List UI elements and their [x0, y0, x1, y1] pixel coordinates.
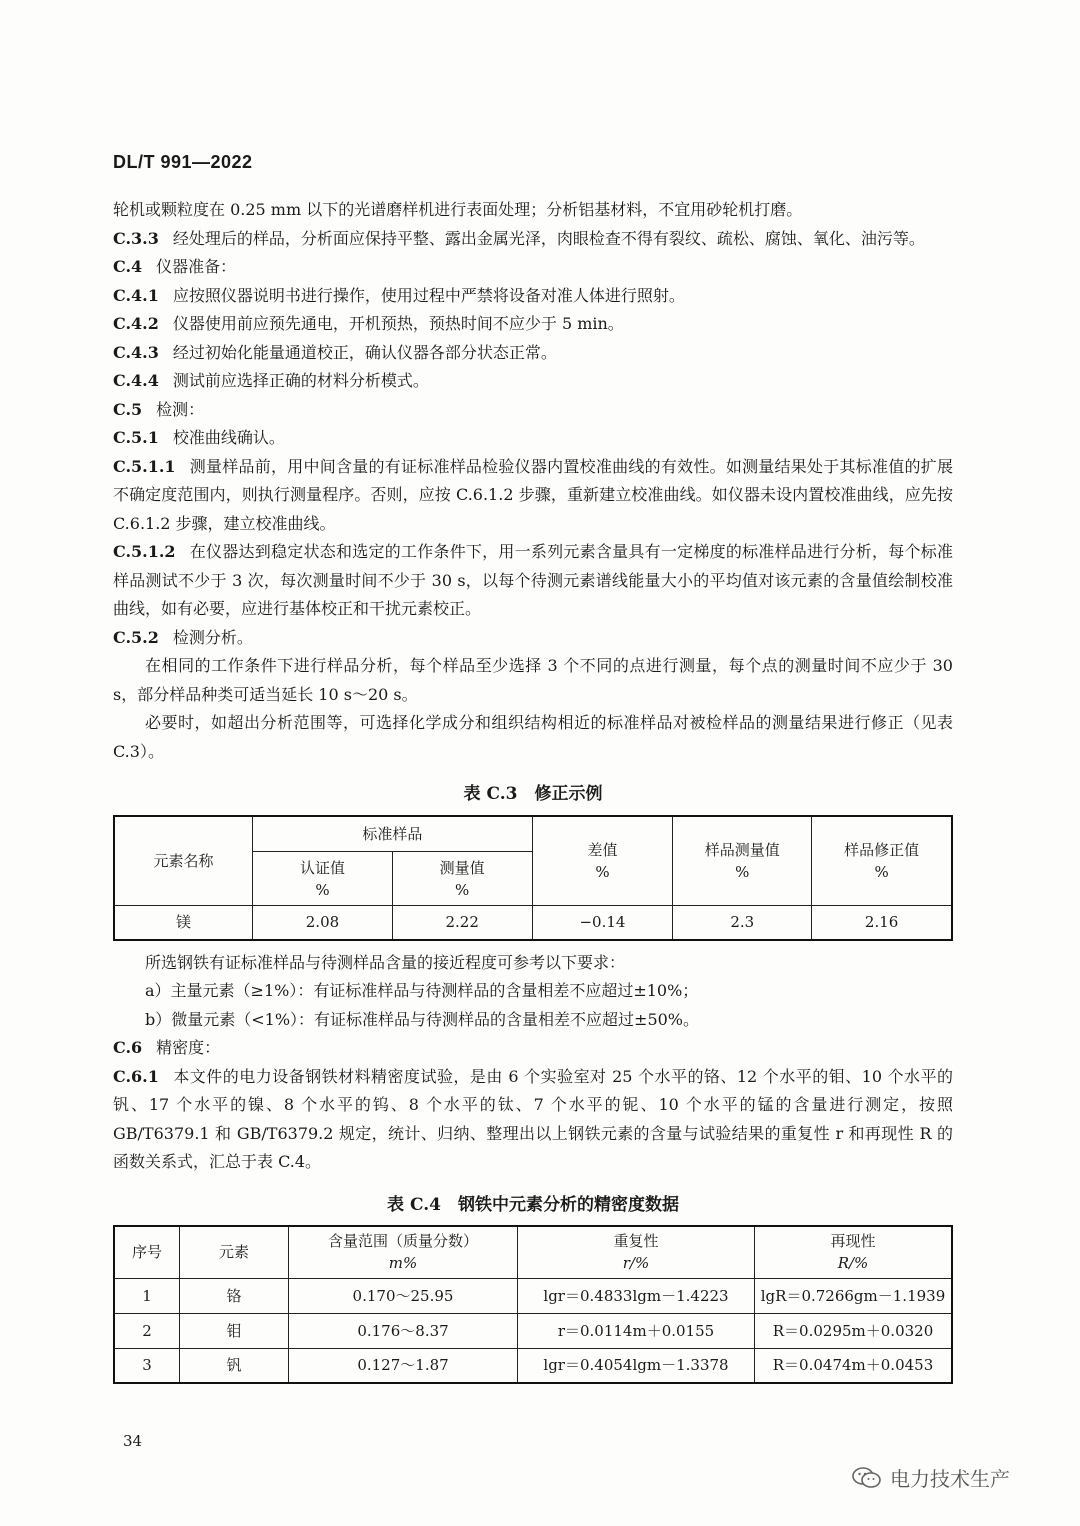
paragraph	[113, 253, 953, 282]
table-cell: 2.3	[673, 906, 812, 940]
table-cell: 2.22	[392, 906, 532, 940]
table-row	[114, 906, 952, 940]
paragraph-text: 检测：	[156, 399, 205, 419]
table-c4-caption: 表 C.4 钢铁中元素分析的精密度数据	[387, 1194, 679, 1215]
wechat-icon	[852, 1466, 882, 1490]
header-label: 差值	[587, 840, 618, 859]
table-header-cell	[518, 1226, 755, 1278]
table-c4	[113, 1225, 953, 1384]
paragraph	[113, 1034, 953, 1063]
table-cell: −0.14	[532, 906, 673, 940]
paragraph	[113, 196, 953, 225]
table-cell: 铬	[180, 1278, 289, 1313]
paragraph-text: 精密度：	[156, 1038, 221, 1057]
clause-number: C.4.1	[113, 285, 159, 305]
table-cell: lgr＝0.4054lgm－1.3378	[518, 1348, 755, 1383]
paragraph	[113, 424, 953, 453]
paragraph-group	[113, 196, 953, 766]
paragraph	[113, 339, 953, 368]
paragraph-text: 测量样品前，用中间含量的有证标准样品检验仪器内置校准曲线的有效性。如测量结果处于其标准值的扩展不确定度范围内，则执行测量程序。否则，应按 C.6.1.2 步骤，重新建立校准曲线。如仪器未设内置校准曲线，应先按 C.6.1.2 步骤，建立校准曲线。	[113, 456, 953, 533]
table-row	[114, 1278, 952, 1313]
paragraph-text: b）微量元素（<1%）：有证标准样品与待测样品的含量相差不应超过±50%。	[145, 1009, 700, 1029]
table-cell: 0.176～8.37	[289, 1313, 518, 1348]
table-cell: 0.127～1.87	[289, 1348, 518, 1383]
table-header-cell	[673, 816, 812, 906]
table-c3-caption: 表 C.3 修正示例	[463, 784, 603, 804]
header-label: 再现性	[830, 1232, 876, 1251]
header-label: 样品修正值	[844, 840, 920, 859]
table-c3	[113, 815, 953, 941]
paragraph	[113, 624, 953, 653]
paragraph-text: 应按照仪器说明书进行操作，使用过程中严禁将设备对准人体进行照射。	[172, 285, 685, 305]
paragraph	[113, 310, 953, 339]
paragraph-text: 在相同的工作条件下进行样品分析，每个样品至少选择 3 个不同的点进行测量，每个点的测量时间不应少于 30 s，部分样品种类可适当延长 10 s～20 s。	[113, 656, 953, 704]
table-cell: 钒	[180, 1348, 289, 1383]
paragraph-text: a）主量元素（≥1%）：有证标准样品与待测样品的含量相差不应超过±10%；	[145, 981, 699, 1000]
table-header-cell	[812, 816, 952, 906]
paragraph	[113, 709, 953, 766]
header-unit: m%	[388, 1254, 418, 1273]
clause-number: C.4	[113, 257, 143, 276]
header-unit: %	[874, 862, 889, 881]
header-unit: %	[455, 880, 470, 899]
table-cell: 2	[114, 1313, 180, 1348]
clause-number: C.5.1.2	[113, 542, 176, 561]
paragraph-text: 轮机或颗粒度在 0.25 mm 以下的光谱磨样机进行表面处理；分析铝基材料，不宜用砂轮机打磨。	[113, 200, 803, 219]
clause-number: C.5.1	[113, 428, 159, 447]
clause-number: C.5.2	[113, 627, 159, 647]
watermark	[852, 1463, 1010, 1492]
table-row	[114, 1348, 952, 1383]
table-cell: 镁	[114, 906, 253, 940]
paragraph	[113, 538, 953, 624]
paragraph	[113, 949, 953, 978]
table-cell: R＝0.0295m＋0.0320	[755, 1313, 953, 1348]
paragraph-text: 仪器准备：	[156, 257, 237, 276]
paragraph	[113, 1006, 953, 1035]
paragraph-text: 校准曲线确认。	[172, 428, 285, 447]
header-unit: r/%	[622, 1254, 650, 1273]
paragraph	[113, 1063, 953, 1177]
table-row	[114, 1313, 952, 1348]
header-label: 样品测量值	[704, 840, 780, 859]
table-cell: 2.08	[253, 906, 393, 940]
table-header-cell	[253, 852, 393, 906]
header-label: 认证值	[299, 858, 345, 877]
paragraph-text: 经处理后的样品，分析面应保持平整、露出金属光泽，肉眼检查不得有裂纹、疏松、腐蚀、氧化、油污等。	[172, 228, 925, 248]
paragraph	[113, 453, 953, 539]
paragraph-text: 在仪器达到稳定状态和选定的工作条件下，用一系列元素含量具有一定梯度的标准样品进行分析，每个标准样品测试不少于 3 次，每次测量时间不少于 30 s，以每个待测元素谱线能量大小的平均值对该元素的含量值绘制校准曲线，如有必要，应进行基体校正和干扰元素校正。	[113, 542, 953, 618]
table-cell: 钼	[180, 1313, 289, 1348]
document-header: DL/T 991—2022	[113, 152, 253, 172]
paragraph	[113, 396, 953, 425]
table-header-cell	[392, 852, 532, 906]
header-unit: %	[735, 862, 750, 881]
paragraph-group	[113, 949, 953, 1177]
page-number: 34	[123, 1432, 143, 1450]
table-cell: R＝0.0474m＋0.0453	[755, 1348, 953, 1383]
clause-number: C.6	[113, 1038, 143, 1057]
table-cell: r＝0.0114m＋0.0155	[518, 1313, 755, 1348]
paragraph	[113, 367, 953, 396]
paragraph-text: 检测分析。	[172, 627, 253, 647]
clause-number: C.6.1	[113, 1066, 159, 1086]
paragraph-text: 必要时，如超出分析范围等，可选择化学成分和组织结构相近的标准样品对被检样品的测量结果进行修正（见表 C.3）。	[113, 713, 953, 761]
table-header-cell	[289, 1226, 518, 1278]
header-label: 含量范围（质量分数）	[327, 1232, 478, 1251]
paragraph	[113, 225, 953, 254]
clause-number: C.5	[113, 399, 143, 419]
table-cell: lgr＝0.4833lgm－1.4223	[518, 1278, 755, 1313]
paragraph-text: 经过初始化能量通道校正，确认仪器各部分状态正常。	[172, 342, 557, 362]
clause-number: C.4.3	[113, 342, 159, 362]
table-header-cell: 元素	[180, 1226, 289, 1278]
table-cell: lgR＝0.7266gm－1.1939	[755, 1278, 953, 1313]
table-cell: 2.16	[812, 906, 952, 940]
table-header-cell: 元素名称	[114, 816, 253, 906]
paragraph-text: 所选钢铁有证标准样品与待测样品含量的接近程度可参考以下要求：	[145, 952, 626, 972]
document-body	[113, 196, 953, 1384]
table-header-cell: 标准样品	[253, 816, 532, 852]
paragraph	[113, 977, 953, 1006]
table-header-cell	[532, 816, 673, 906]
paragraph	[113, 282, 953, 311]
clause-number: C.4.2	[113, 314, 159, 333]
table-cell: 3	[114, 1348, 180, 1383]
table-cell: 0.170～25.95	[289, 1278, 518, 1313]
clause-number: C.5.1.1	[113, 456, 176, 476]
table-cell: 1	[114, 1278, 180, 1313]
watermark-text: 电力技术生产	[890, 1467, 1010, 1491]
paragraph	[113, 652, 953, 709]
paragraph-text: 仪器使用前应预先通电，开机预热，预热时间不应少于 5 min。	[172, 314, 624, 333]
header-label: 重复性	[613, 1232, 659, 1251]
paragraph-text: 本文件的电力设备钢铁材料精密度试验，是由 6 个实验室对 25 个水平的铬、12 个水平的钼、10 个水平的钒、17 个水平的镍、8 个水平的钨、8 个水平的钛、7 个水平的铌、10 个水平的锰的含量进行测定，按照 GB/T6379.1 和 GB/T6379.2 规定，统计、归纳、整理出以上钢铁元素的含量与试验结果的重复性 r 和再现性 R 的函数关系式，汇总于表 C.4。	[113, 1066, 953, 1171]
clause-number: C.3.3	[113, 228, 159, 248]
clause-number: C.4.4	[113, 371, 159, 390]
header-unit: R/%	[837, 1254, 869, 1273]
header-unit: %	[315, 880, 330, 899]
paragraph-text: 测试前应选择正确的材料分析模式。	[172, 371, 429, 390]
header-label: 测量值	[439, 858, 485, 877]
table-header-cell: 序号	[114, 1226, 180, 1278]
header-unit: %	[595, 862, 610, 881]
table-header-cell	[755, 1226, 953, 1278]
